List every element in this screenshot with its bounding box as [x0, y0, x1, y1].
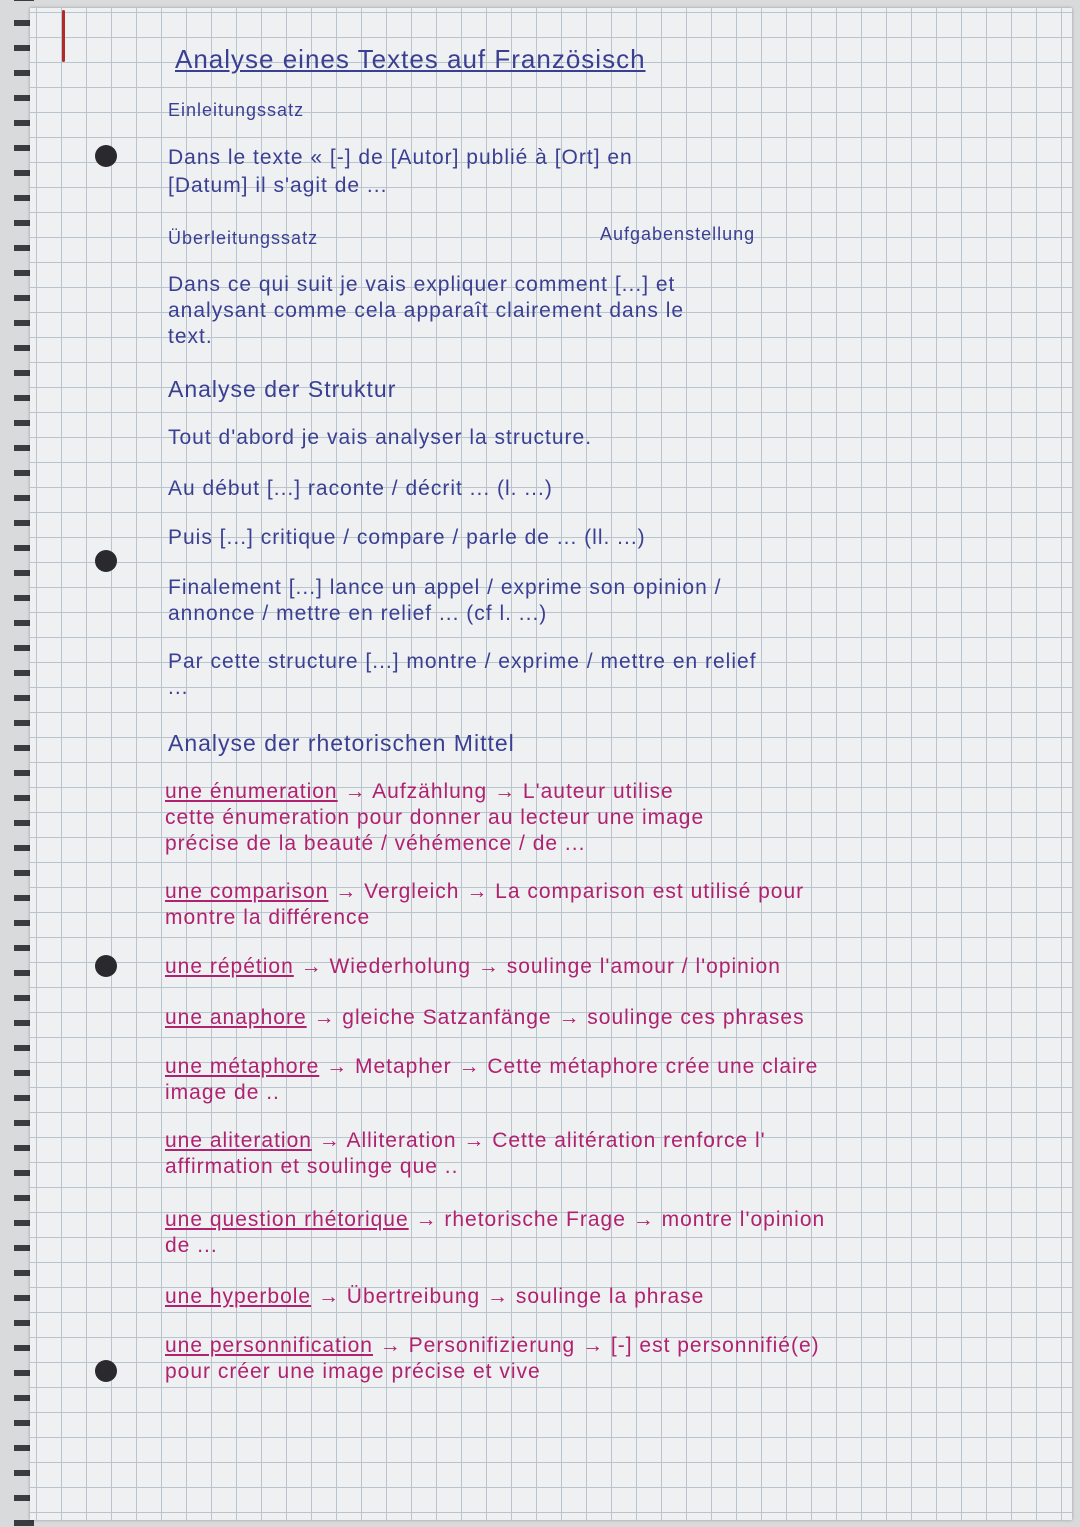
german-term: → Vergleich [328, 880, 459, 903]
intro-label: Einleitungssatz [168, 100, 305, 120]
punch-hole [95, 1360, 117, 1382]
margin-line [62, 10, 65, 62]
device-term: une métaphore [165, 1055, 320, 1078]
rhetoric-item [165, 880, 804, 904]
german-term: → rhetorische Frage [409, 1208, 626, 1231]
german-term: → Personifizierung [373, 1334, 575, 1357]
intro-line: [Datum] il s'agit de ... [168, 174, 388, 197]
transition-line: analysant comme cela apparaît clairement dans le [168, 299, 685, 322]
german-term: → Alliteration [312, 1129, 457, 1152]
device-term: une question rhétorique [165, 1208, 409, 1231]
structure-line: Tout d'abord je vais analyser la structure. [168, 426, 593, 449]
device-effect: → L'auteur utilise [487, 780, 673, 803]
rhetoric-item [165, 1285, 704, 1309]
rhetoric-item [165, 955, 781, 979]
german-term: → Wiederholung [294, 955, 471, 978]
device-effect: → La comparison est utilisé pour [459, 880, 804, 903]
rhetoric-item [165, 1129, 766, 1153]
german-term: → Aufzählung [338, 780, 488, 803]
device-effect: → Cette métaphore crée une claire [452, 1055, 819, 1078]
device-term: une personnification [165, 1334, 373, 1357]
transition-label: Überleitungssatz [168, 228, 319, 248]
transition-line: text. [168, 325, 213, 348]
device-effect-continuation: affirmation et soulinge que .. [165, 1155, 459, 1178]
task-note: Aufgabenstellung [600, 224, 756, 244]
structure-line: Au début [...] raconte / décrit ... (l. ...) [168, 477, 553, 500]
transition-line: Dans ce qui suit je vais expliquer comment [...] et [168, 273, 676, 296]
structure-line: ... [168, 676, 189, 699]
device-term: une répétion [165, 955, 294, 978]
structure-line: Par cette structure [...] montre / exprime / mettre en relief [168, 650, 757, 673]
structure-heading: Analyse der Struktur [168, 376, 397, 402]
intro-line: Dans le texte « [-] de [Autor] publié à [Ort] en [168, 146, 633, 169]
rhetoric-item [165, 1055, 818, 1079]
rhetoric-item [165, 780, 674, 804]
device-effect-continuation: cette énumeration pour donner au lecteur une image [165, 806, 705, 829]
device-effect-continuation: de ... [165, 1234, 218, 1257]
device-term: une énumeration [165, 780, 338, 803]
device-effect: → soulinge la phrase [480, 1285, 704, 1308]
device-effect-continuation: précise de la beauté / véhémence / de ... [165, 832, 586, 855]
punch-hole [95, 955, 117, 977]
punch-hole [95, 145, 117, 167]
structure-line: Puis [...] critique / compare / parle de ... (ll. ...) [168, 526, 646, 549]
device-effect: → soulinge ces phrases [552, 1006, 805, 1029]
rhetoric-heading: Analyse der rhetorischen Mittel [168, 730, 515, 756]
page-title: Analyse eines Textes auf Französisch [175, 44, 646, 74]
device-term: une hyperbole [165, 1285, 312, 1308]
device-effect-continuation: pour créer une image précise et vive [165, 1360, 541, 1383]
device-effect: → montre l'opinion [626, 1208, 825, 1231]
device-effect: → Cette alitération renforce l' [457, 1129, 766, 1152]
device-effect: → [-] est personnifié(e) [575, 1334, 819, 1357]
device-effect-continuation: image de .. [165, 1081, 280, 1104]
german-term: → Metapher [319, 1055, 451, 1078]
structure-line: Finalement [...] lance un appel / exprime son opinion / [168, 576, 722, 599]
rhetoric-item [165, 1006, 805, 1030]
device-term: une aliteration [165, 1129, 312, 1152]
german-term: → gleiche Satzanfänge [307, 1006, 552, 1029]
german-term: → Übertreibung [311, 1285, 480, 1308]
device-effect-continuation: montre la différence [165, 906, 371, 929]
punch-hole [95, 550, 117, 572]
device-term: une comparison [165, 880, 329, 903]
rhetoric-item [165, 1334, 820, 1358]
device-term: une anaphore [165, 1006, 307, 1029]
device-effect: → soulinge l'amour / l'opinion [471, 955, 781, 978]
spiral-binding [0, 0, 34, 1527]
rhetoric-item [165, 1208, 825, 1232]
structure-line: annonce / mettre en relief ... (cf l. ...) [168, 602, 548, 625]
